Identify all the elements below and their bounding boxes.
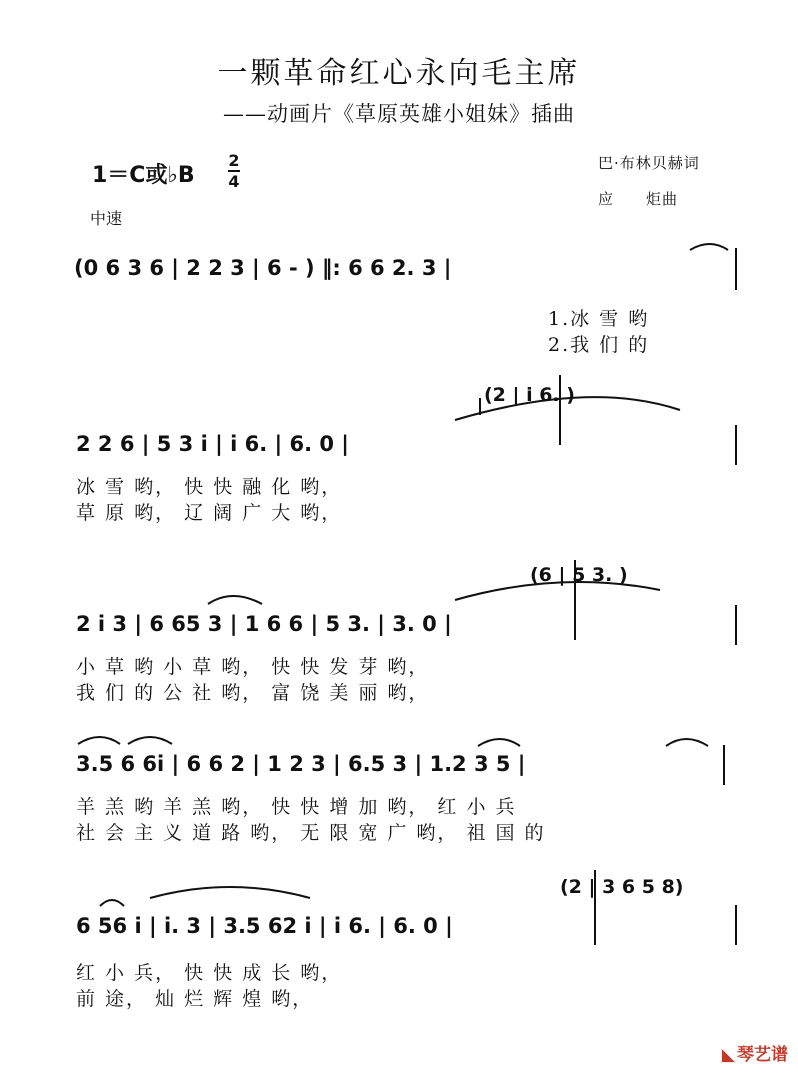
slur-system-2 — [455, 397, 680, 420]
system-4-notes: 3.5 6 6i | 6 6 2 | 1 2 3 | 6.5 3 | 1.2 3 5 | — [76, 752, 526, 776]
slur-system-4-d — [666, 739, 708, 746]
system-3-lyrics-verse-1: 小 草 哟 小 草 哟， 快 快 发 芽 哟， — [76, 656, 430, 678]
time-signature-bottom: 4 — [228, 172, 240, 191]
time-signature-top: 2 — [228, 151, 240, 170]
song-subtitle: ——动画片《草原英雄小姐妹》插曲 — [223, 102, 575, 126]
watermark-text: 琴艺谱 — [737, 1045, 788, 1065]
system-5-notes: 6 56 i | i. 3 | 3.5 62 i | i 6. | 6. 0 | — [76, 914, 453, 938]
system-1-lyrics-verse-2: 2.我 们 的 — [548, 334, 650, 356]
system-3-lyrics-verse-2: 我 们 的 公 社 哟， 富 饶 美 丽 哟， — [76, 682, 430, 704]
slur-system-4-a — [78, 737, 120, 744]
system-5-lyrics-verse-2: 前 途， 灿 烂 辉 煌 哟， — [76, 988, 314, 1010]
lyricist-credit: 巴·布林贝赫词 — [598, 154, 700, 172]
system-3-alt-ending: (6 | 5 3. ) — [530, 564, 628, 586]
system-2-lyrics-verse-1: 冰 雪 哟， 快 快 融 化 哟， — [76, 476, 343, 498]
watermark — [722, 1040, 788, 1065]
system-3-notes: 2 i 3 | 6 65 3 | 1 6 6 | 5 3. | 3. 0 | — [76, 612, 452, 636]
system-4-lyrics-verse-2: 社 会 主 义 道 路 哟， 无 限 宽 广 哟， 祖 国 的 — [76, 822, 546, 844]
system-2-lyrics-verse-2: 草 原 哟， 辽 阔 广 大 哟， — [76, 502, 343, 524]
system-2-alt-ending: (2 | i 6. ) — [484, 384, 575, 406]
song-title: 一颗革命红心永向毛主席 — [217, 56, 581, 91]
system-4-lyrics-verse-1: 羊 羔 哟 羊 羔 哟， 快 快 增 加 哟， 红 小 兵 — [76, 796, 517, 818]
slur-system-3-a — [208, 596, 262, 604]
system-5-alt-ending: (2 | 3 6 5 8) — [560, 876, 684, 898]
composer-credit: 应 炬曲 — [598, 190, 679, 208]
tempo-marking: 中速 — [90, 209, 123, 228]
slur-system-5-b — [150, 887, 310, 898]
slur-system-4-c — [478, 739, 520, 746]
slur-system-4-b — [128, 737, 172, 744]
system-2-notes: 2 2 6 | 5 3 i | i 6. | 6. 0 | — [76, 432, 349, 456]
system-5-lyrics-verse-1: 红 小 兵， 快 快 成 长 哟， — [76, 962, 343, 984]
system-1-notes: (0 6 3 6 | 2 2 3 | 6 - ) ‖: 6 6 2. 3 | — [74, 256, 452, 280]
system-1-lyrics-verse-1: 1.冰 雪 哟 — [548, 308, 650, 330]
slur-system-1 — [690, 244, 728, 250]
slur-system-5-a — [100, 900, 124, 906]
logo-mark-icon: ◣ — [721, 1045, 735, 1065]
key-signature: 1＝C或♭B — [92, 163, 195, 188]
slur-system-3-b — [455, 582, 660, 600]
